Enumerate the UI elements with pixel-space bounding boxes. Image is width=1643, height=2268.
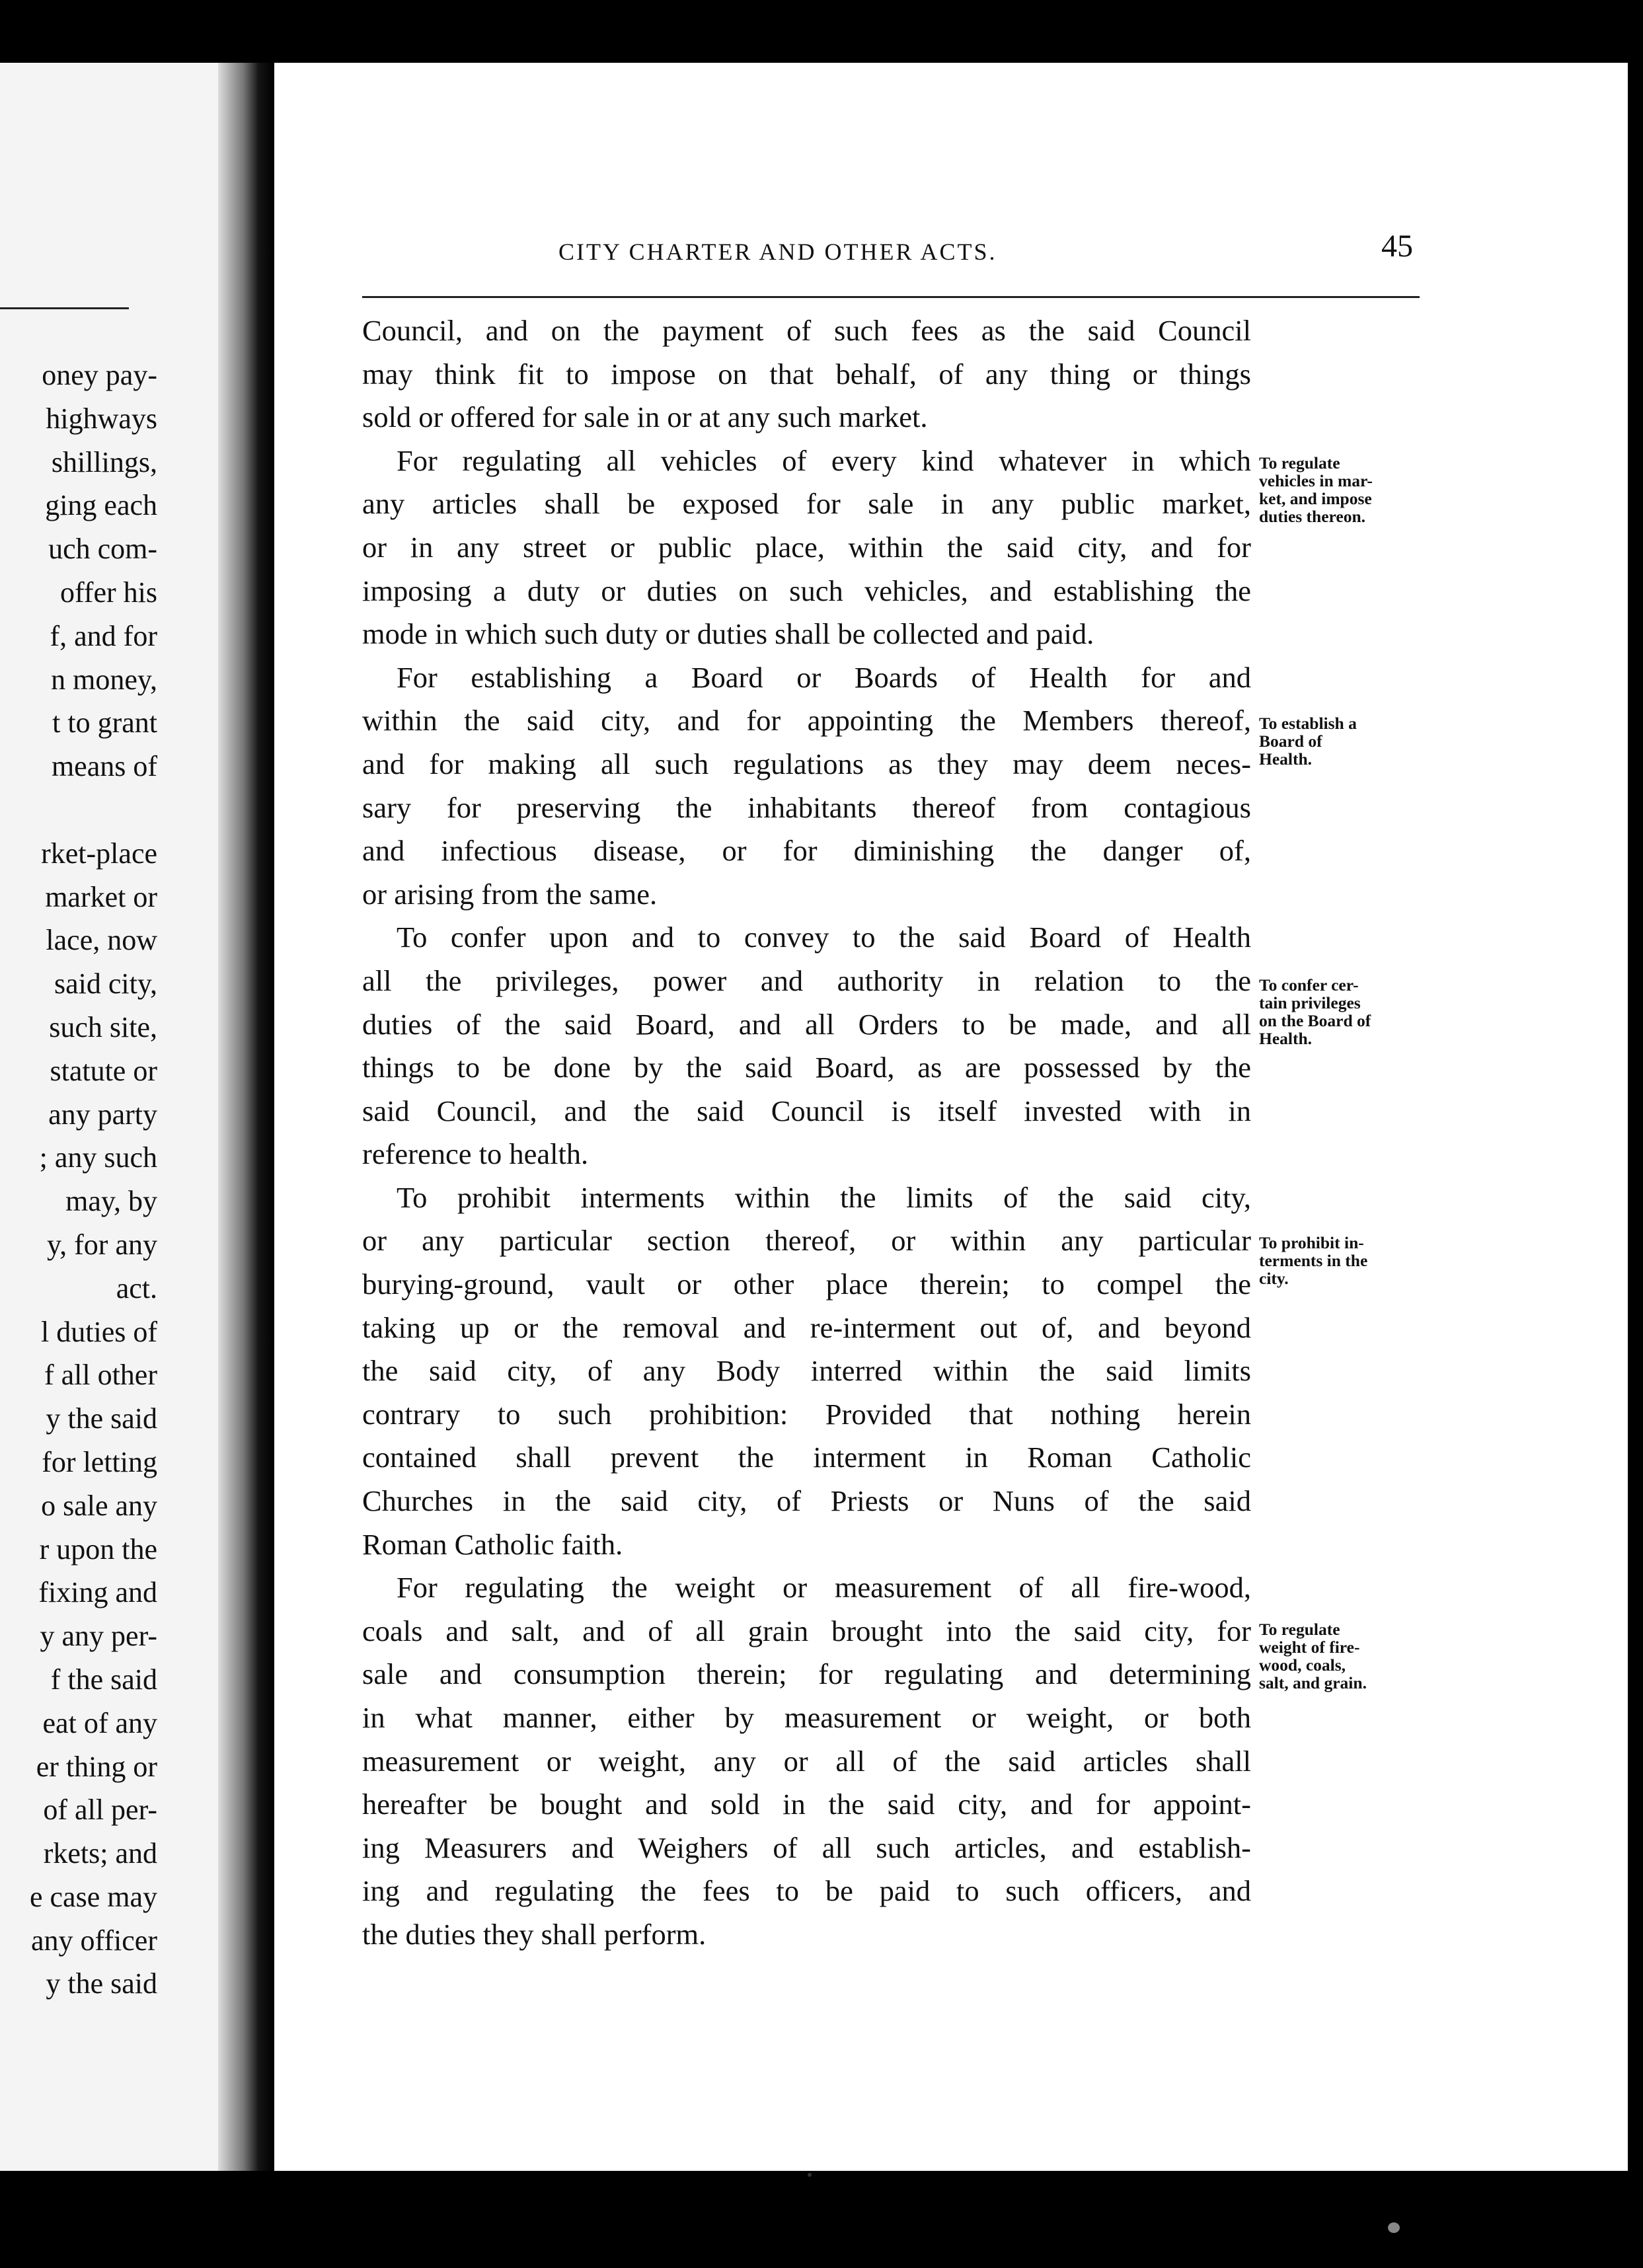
- body-text: [362, 309, 1251, 1957]
- text-line: For establishing a Board or Boards of Health for and: [397, 660, 1251, 694]
- facing-page-line: said city,: [54, 967, 157, 1001]
- facing-page-line: highways: [46, 402, 157, 435]
- side-note-vehicles: To regulate vehicles in mar- ket, and impose duties thereon.: [1259, 453, 1373, 526]
- facing-page-line: for letting: [42, 1445, 157, 1478]
- facing-page-line: uch com-: [48, 533, 157, 566]
- facing-page-line: ging each: [45, 489, 157, 522]
- facing-page-line: y the said: [46, 1402, 157, 1435]
- facing-page-text: [0, 354, 157, 2006]
- text-line: contrary to such prohibition: Provided that nothing herein: [362, 1397, 1251, 1431]
- facing-page-line: n money,: [51, 663, 157, 696]
- text-line: may think fit to impose on that behalf, of any thing or things: [362, 357, 1251, 391]
- facing-page-line: may, by: [65, 1185, 157, 1218]
- text-line: burying-ground, vault or other place therein; to compel the: [362, 1267, 1251, 1301]
- text-line: or arising from the same.: [362, 877, 658, 911]
- text-line: hereafter be bought and sold in the said city, and for appoint-: [362, 1788, 1251, 1821]
- text-line: coals and salt, and of all grain brought into the said city, for: [362, 1614, 1251, 1647]
- facing-page-line: [0, 788, 157, 832]
- text-line: within the said city, and for appointing the Members thereof,: [362, 704, 1251, 737]
- text-line: reference to health.: [362, 1137, 589, 1171]
- facing-page-line: shillings,: [51, 445, 157, 478]
- facing-page-line: t to grant: [52, 706, 157, 739]
- text-line: contained shall prevent the interment in Roman Catholic: [362, 1441, 1251, 1474]
- text-line: duties of the said Board, and all Orders to be made, and all: [362, 1007, 1251, 1041]
- facing-page: [0, 63, 218, 2171]
- text-line: Roman Catholic faith.: [362, 1527, 623, 1561]
- text-line: mode in which such duty or duties shall be collected and paid.: [362, 617, 1094, 651]
- facing-page-line: lace, now: [46, 924, 157, 957]
- facing-page-line: o sale any: [41, 1489, 157, 1522]
- facing-page-line: any party: [48, 1098, 157, 1131]
- text-line: the duties they shall perform.: [362, 1917, 707, 1951]
- text-line: Council, and on the payment of such fees as the said Council: [362, 314, 1251, 347]
- facing-page-line: of all per-: [43, 1794, 157, 1827]
- facing-page-line: oney pay-: [42, 359, 157, 391]
- facing-page-line: means of: [51, 750, 157, 783]
- text-line: in what manner, either by measurement or weight, or both: [362, 1701, 1251, 1734]
- text-line: all the privileges, power and authority in relation to the: [362, 964, 1251, 997]
- facing-page-line: statute or: [50, 1054, 157, 1087]
- facing-page-line: f, and for: [50, 619, 157, 652]
- book-gutter: [218, 63, 274, 2171]
- facing-page-line: ; any such: [39, 1141, 157, 1174]
- text-line: ing Measurers and Weighers of all such articles, and establish-: [362, 1831, 1251, 1864]
- facing-page-line: e case may: [30, 1880, 157, 1913]
- facing-page-line: f all other: [44, 1359, 157, 1392]
- text-line: or in any street or public place, within the said city, and for: [362, 530, 1251, 564]
- text-line: taking up or the removal and re-interment out of, and beyond: [362, 1310, 1251, 1344]
- ink-speck: [808, 2173, 812, 2177]
- facing-page-line: any officer: [31, 1924, 157, 1957]
- text-line: the said city, of any Body interred within the said limits: [362, 1354, 1251, 1388]
- side-note-interments: To prohibit in- terments in the city.: [1259, 1233, 1368, 1288]
- text-line: For regulating all vehicles of every kind whatever in which: [397, 443, 1251, 477]
- facing-page-line: f the said: [50, 1663, 157, 1696]
- facing-page-rule: [0, 307, 129, 309]
- text-line: and for making all such regulations as they may deem neces-: [362, 747, 1251, 780]
- text-line: ing and regulating the fees to be paid to such officers, and: [362, 1874, 1251, 1908]
- facing-page-line: y, for any: [47, 1228, 157, 1261]
- facing-page-line: offer his: [59, 576, 157, 609]
- text-line: To confer upon and to convey to the said Board of Health: [397, 921, 1251, 954]
- facing-page-line: rkets; and: [43, 1837, 157, 1870]
- facing-page-line: er thing or: [36, 1750, 157, 1783]
- facing-page-line: act.: [116, 1271, 157, 1304]
- facing-page-line: such site,: [49, 1010, 157, 1043]
- facing-page-line: y any per-: [40, 1620, 157, 1653]
- text-line: To prohibit interments within the limits of the said city,: [397, 1180, 1251, 1214]
- page-number: 45: [1381, 229, 1413, 264]
- text-line: things to be done by the said Board, as are possessed by the: [362, 1051, 1251, 1084]
- text-line: imposing a duty or duties on such vehicles, and establishing the: [362, 574, 1251, 607]
- facing-page-line: rket-place: [41, 837, 157, 870]
- facing-page-line: eat of any: [42, 1706, 157, 1739]
- text-line: any articles shall be exposed for sale in any public market,: [362, 487, 1251, 521]
- text-line: For regulating the weight or measurement of all fire-wood,: [397, 1571, 1251, 1605]
- facing-page-line: r upon the: [39, 1532, 157, 1566]
- side-note-weights: To regulate weight of fire- wood, coals, salt, and grain.: [1259, 1620, 1367, 1692]
- facing-page-line: market or: [45, 880, 157, 913]
- text-line: sale and consumption therein; for regulating and determining: [362, 1657, 1251, 1691]
- text-line: sold or offered for sale in or at any such market.: [362, 400, 928, 434]
- scan-blemish: [1388, 2222, 1400, 2233]
- facing-page-line: fixing and: [38, 1576, 157, 1609]
- text-line: said Council, and the said Council is itself invested with in: [362, 1094, 1251, 1127]
- header-rule: [362, 296, 1420, 298]
- running-head: CITY CHARTER AND OTHER ACTS.: [558, 239, 997, 265]
- text-line: and infectious disease, or for diminishing the danger of,: [362, 834, 1251, 868]
- facing-page-line: y the said: [46, 1967, 157, 2000]
- facing-page-line: l duties of: [41, 1315, 157, 1348]
- text-line: sary for preserving the inhabitants thereof from contagious: [362, 790, 1251, 824]
- text-line: measurement or weight, any or all of the said articles shall: [362, 1744, 1251, 1778]
- text-line: or any particular section thereof, or within any particular: [362, 1224, 1251, 1258]
- side-note-privileges: To confer cer- tain privileges on the Board of Health.: [1259, 975, 1371, 1048]
- text-line: Churches in the said city, of Priests or Nuns of the said: [362, 1484, 1251, 1518]
- side-note-board-of-health: To establish a Board of Health.: [1259, 714, 1357, 769]
